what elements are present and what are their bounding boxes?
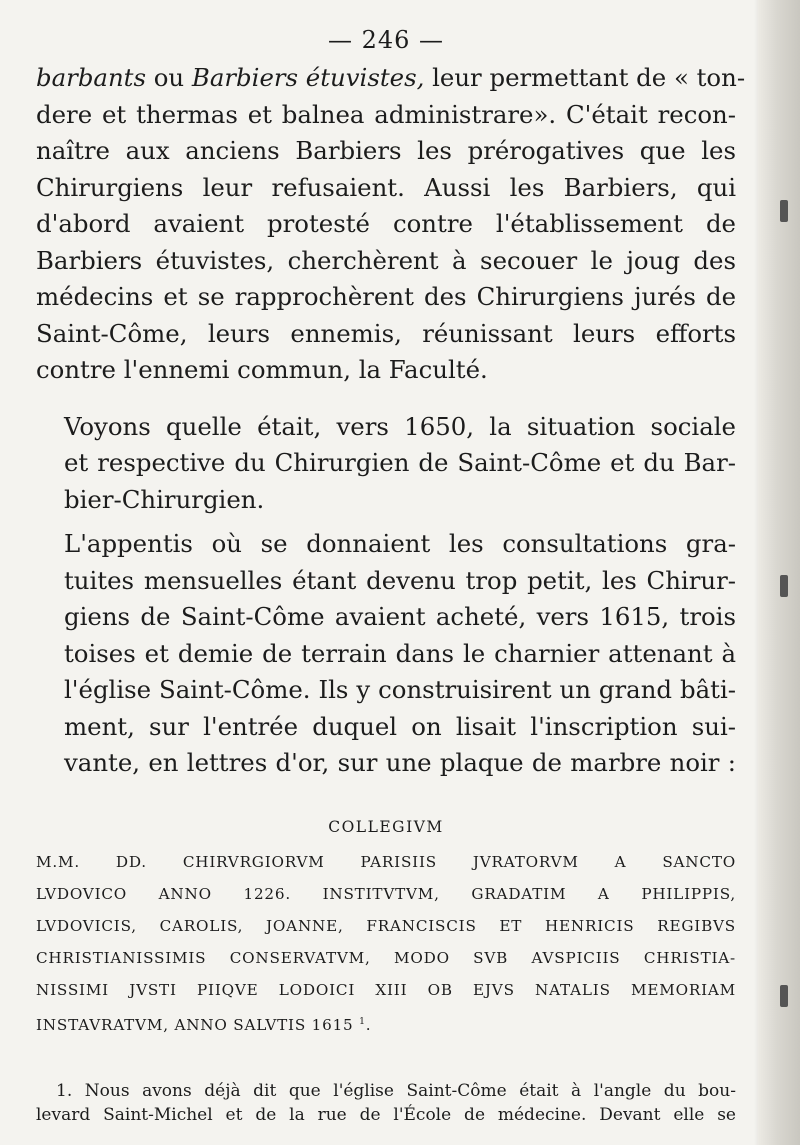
inscription-line: LVDOVICIS, CAROLIS, JOANNE, FRANCISCIS ET HENRICIS REGIBVS — [36, 916, 736, 935]
text-line: L'appentis où se donnaient les consultations gra- — [64, 529, 736, 558]
text-run: ou — [146, 63, 192, 92]
paragraph-2 — [36, 409, 736, 519]
footnote-line: 1. Nous avons déjà dit que l'église Saint-Côme était à l'angle du bou- — [56, 1080, 736, 1101]
text-line: Chirurgiens leur refusaient. Aussi les Barbiers, qui — [36, 172, 736, 202]
text-line: Voyons quelle était, vers 1650, la situation sociale — [64, 411, 736, 441]
inscription-line: CHRISTIANISSIMIS CONSERVATVM, MODO SVB AVSPICIIS CHRISTIA- — [36, 948, 736, 967]
inscription-block — [36, 846, 736, 1041]
edge-mark — [780, 200, 788, 222]
text-line: Saint-Côme, leurs ennemis, réunissant leurs efforts — [36, 318, 736, 348]
inscription-title: COLLEGIVM — [328, 817, 444, 836]
text-line: giens de Saint-Côme avaient acheté, vers 1615, trois — [64, 602, 736, 631]
text-line: contre l'ennemi commun, la Faculté. — [36, 355, 488, 384]
edge-mark — [780, 575, 788, 597]
inscription-line: NISSIMI JVSTI PIIQVE LODOICI XIII OB EJVS NATALIS MEMORIAM — [36, 980, 736, 999]
inscription-text: INSTAVRATVM, ANNO SALVTIS 1615 — [36, 1015, 354, 1034]
text-line: toises et demie de terrain dans le charnier attenant à — [64, 638, 736, 668]
next-page-edge — [758, 0, 800, 1145]
text-line: bier-Chirurgien. — [64, 484, 265, 514]
text-line: et respective du Chirurgien de Saint-Côme et du Bar- — [64, 448, 736, 477]
inscription-line: M.M. DD. CHIRVRGIORVM PARISIIS JVRATORVM A SANCTO — [36, 852, 736, 871]
italic-term: barbants — [36, 63, 146, 92]
text-line: ment, sur l'entrée duquel on lisait l'inscription sui- — [64, 711, 736, 741]
edge-mark — [780, 985, 788, 1007]
footnote — [36, 1079, 736, 1127]
italic-term: Barbiers étuvistes, — [191, 63, 425, 92]
paragraph-1 — [36, 60, 746, 389]
text-line: Barbiers étuvistes, cherchèrent à secouer le joug des — [36, 245, 736, 275]
text-line: naître aux anciens Barbiers les prérogatives que les — [36, 136, 736, 165]
text-line: tuites mensuelles étant devenu trop petit, les Chirur- — [64, 565, 736, 595]
text-line: médecins et se rapprochèrent des Chirurgiens jurés de — [36, 282, 736, 311]
text-line — [36, 60, 746, 97]
text-line: l'église Saint-Côme. Ils y construisirent un grand bâti- — [64, 675, 736, 704]
page-number: — 246 — — [327, 26, 445, 54]
inscription-line-last: INSTAVRATVM, ANNO SALVTIS 1615 $^1$. — [36, 1015, 372, 1034]
text-line: vante, en lettres d'or, sur une plaque de marbre noir : — [64, 748, 736, 777]
inscription-line: LVDOVICO ANNO 1226. INSTITVTVM, GRADATIM A PHILIPPIS, — [36, 884, 736, 903]
footnote-line: levard Saint-Michel et de la rue de l'École de médecine. Devant elle se — [36, 1104, 736, 1125]
text-run: leur permettant de « ton- — [424, 63, 746, 92]
text-line: dere et thermas et balnea administrare». C'était recon- — [36, 99, 736, 129]
text-line: d'abord avaient protesté contre l'établissement de — [36, 209, 736, 238]
paragraph-3 — [36, 526, 736, 782]
page-content — [36, 0, 746, 1127]
footnote-ref: 1 — [359, 1016, 366, 1027]
